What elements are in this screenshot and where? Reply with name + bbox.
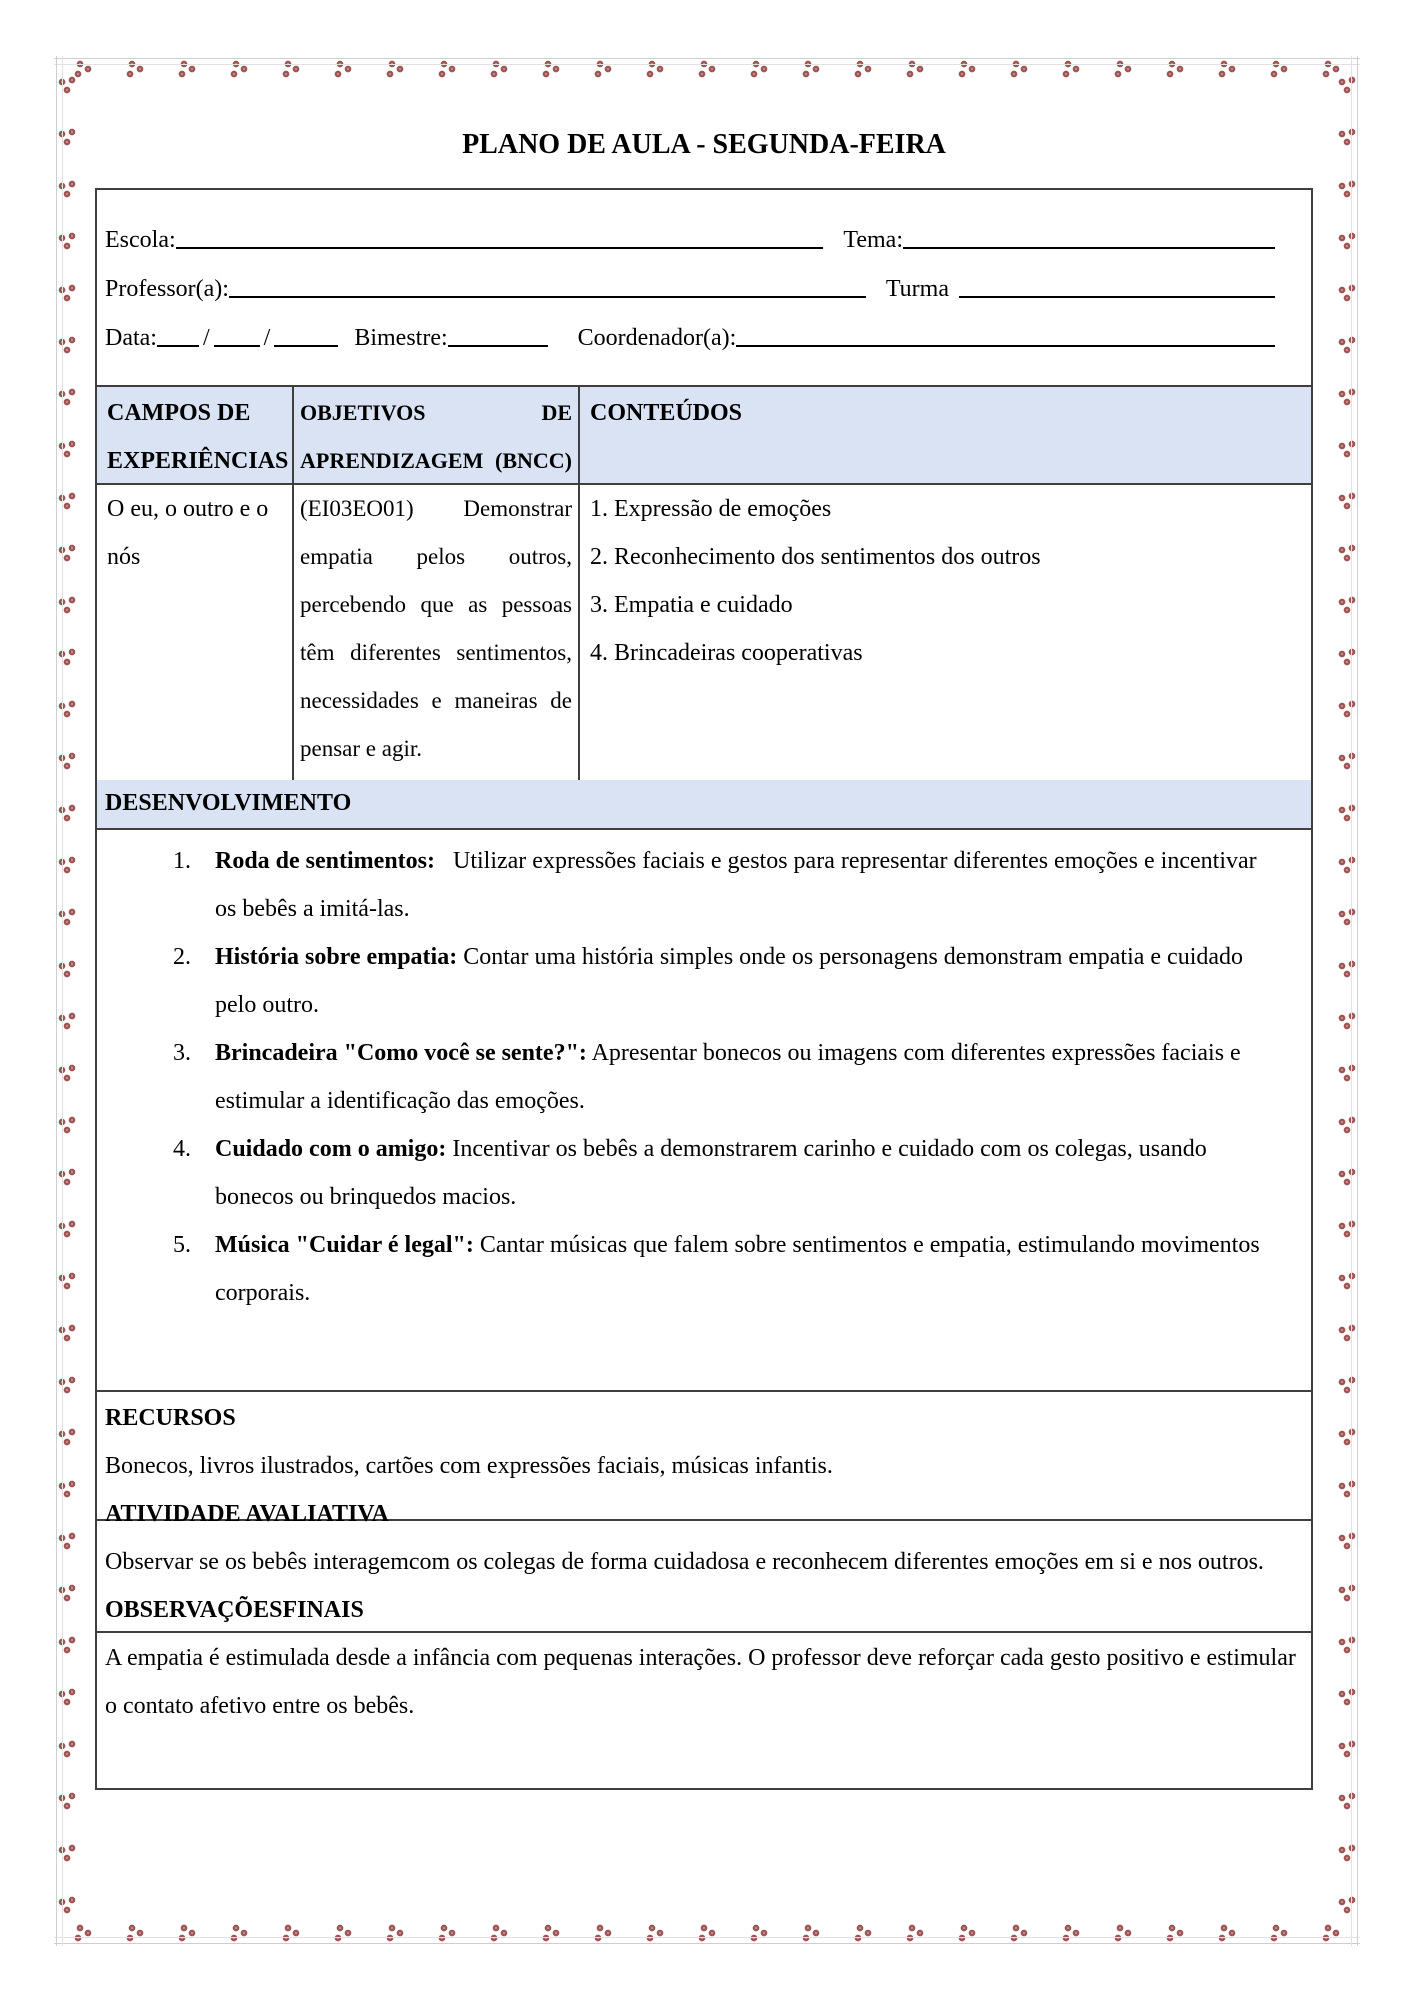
decorative-border-left xyxy=(54,56,80,1946)
conteudo-item: 2. Reconhecimento dos sentimentos dos outros xyxy=(590,544,1041,570)
lesson-plan-table xyxy=(95,188,1313,1790)
atividade-avaliativa-section xyxy=(97,1490,1311,1586)
objetivos-cell: (EI03EO01) Demonstrar empatia pelos outros, percebendo que as pessoas têm diferentes sentimentos, necessidades e maneiras de pensar e agir. xyxy=(292,485,580,780)
decorative-border-right xyxy=(1334,56,1360,1946)
table-body-row xyxy=(97,485,1311,780)
form-row-professor-turma xyxy=(105,255,1275,304)
data-year-field[interactable] xyxy=(274,345,338,347)
tema-field[interactable] xyxy=(903,247,1275,249)
professor-label: Professor(a): xyxy=(105,276,229,302)
conteudo-item: 4. Brincadeiras cooperativas xyxy=(590,640,863,666)
turma-label: Turma xyxy=(885,276,949,302)
observacoes-finais-section xyxy=(97,1586,1311,1730)
conteudo-item: 1. Expressão de emoções xyxy=(590,496,832,522)
item-text: Contar uma história simples onde os personagens demonstram empatia e cuidado pelo outro. xyxy=(215,944,1244,1018)
atividade-avaliativa-text: Observar se os bebês interagemcom os colegas de forma cuidadosa e reconhecem diferentes emoções em si e nos outros. xyxy=(105,1549,1264,1575)
decorative-border-top xyxy=(54,56,1360,82)
desenvolvimento-heading: DESENVOLVIMENTO xyxy=(97,780,1311,830)
atividade-avaliativa-heading: ATIVIDADE AVALIATIVA xyxy=(105,1490,1299,1538)
section-divider-line xyxy=(97,1631,1311,1633)
item-number: 5. xyxy=(173,1232,191,1258)
professor-field[interactable] xyxy=(229,296,866,298)
list-item xyxy=(173,933,1273,1029)
list-item xyxy=(173,1029,1273,1125)
escola-label: Escola: xyxy=(105,227,176,253)
col-header-conteudos: CONTEÚDOS xyxy=(590,400,743,426)
col-header-objetivos-bncc xyxy=(292,387,580,483)
turma-field[interactable] xyxy=(959,296,1275,298)
form-row-data-bimestre-coordenador xyxy=(105,304,1275,353)
desenvolvimento-list xyxy=(97,830,1311,1390)
form-row-escola-tema xyxy=(105,206,1275,255)
date-separator: / xyxy=(202,325,210,351)
table-header-row xyxy=(97,385,1311,485)
data-day-field[interactable] xyxy=(157,345,199,347)
item-text: Apresentar bonecos ou imagens com diferentes expressões faciais e estimular a identificação das emoções. xyxy=(215,1040,1241,1114)
page-title: PLANO DE AULA - SEGUNDA-FEIRA xyxy=(462,129,946,160)
header-form xyxy=(97,190,1311,385)
coordenador-field[interactable] xyxy=(736,345,1275,347)
campos-cell: O eu, o outro e o nós xyxy=(107,496,269,570)
recursos-section xyxy=(97,1390,1311,1490)
item-text: Incentivar os bebês a demonstrarem carinho e cuidado com os colegas, usando bonecos ou brinquedos macios. xyxy=(215,1136,1207,1210)
list-item xyxy=(173,837,1273,933)
observacoes-finais-heading: OBSERVAÇÕESFINAIS xyxy=(105,1586,1299,1634)
tema-label: Tema: xyxy=(843,227,903,253)
decorative-border-bottom xyxy=(54,1920,1360,1946)
data-month-field[interactable] xyxy=(214,345,260,347)
item-number: 3. xyxy=(173,1040,191,1066)
item-text: Utilizar expressões faciais e gestos para representar diferentes emoções e incentivar os bebês a imitá-las. xyxy=(215,848,1257,922)
bimestre-field[interactable] xyxy=(448,345,548,347)
conteudos-cell xyxy=(580,485,1311,780)
objetivos-word: OBJETIVOS xyxy=(300,400,426,425)
col-header-campos-de-experiencias: CAMPOS DE EXPERIÊNCIAS xyxy=(107,400,289,474)
item-lead: História sobre empatia: xyxy=(215,944,458,970)
lesson-plan-document xyxy=(95,128,1313,1790)
list-item xyxy=(173,1125,1273,1221)
de-word: DE xyxy=(541,400,572,425)
data-label: Data: xyxy=(105,325,157,351)
item-text: Cantar músicas que falem sobre sentimentos e empatia, estimulando movimentos corporais. xyxy=(215,1232,1260,1306)
aprendizagem-word: APRENDIZAGEM xyxy=(300,448,484,473)
coordenador-label: Coordenador(a): xyxy=(577,325,737,351)
escola-field[interactable] xyxy=(176,247,824,249)
item-lead: Música "Cuidar é legal": xyxy=(215,1232,474,1258)
list-item xyxy=(173,1221,1273,1317)
conteudo-item: 3. Empatia e cuidado xyxy=(590,592,793,618)
date-separator-2: / xyxy=(263,325,271,351)
item-lead: Roda de sentimentos: xyxy=(215,848,435,874)
recursos-text: Bonecos, livros ilustrados, cartões com expressões faciais, músicas infantis. xyxy=(105,1453,833,1479)
recursos-heading: RECURSOS xyxy=(105,1405,236,1431)
item-lead: Brincadeira "Como você se sente?": xyxy=(215,1040,587,1066)
bncc-word: (BNCC) xyxy=(495,448,572,473)
observacoes-finais-text: A empatia é estimulada desde a infância com pequenas interações. O professor deve reforçar cada gesto positivo e estimular o contato afetivo entre os bebês. xyxy=(105,1645,1296,1719)
item-number: 4. xyxy=(173,1136,191,1162)
item-number: 1. xyxy=(173,848,191,874)
item-number: 2. xyxy=(173,944,191,970)
item-lead: Cuidado com o amigo: xyxy=(215,1136,447,1162)
bimestre-label: Bimestre: xyxy=(354,325,448,351)
